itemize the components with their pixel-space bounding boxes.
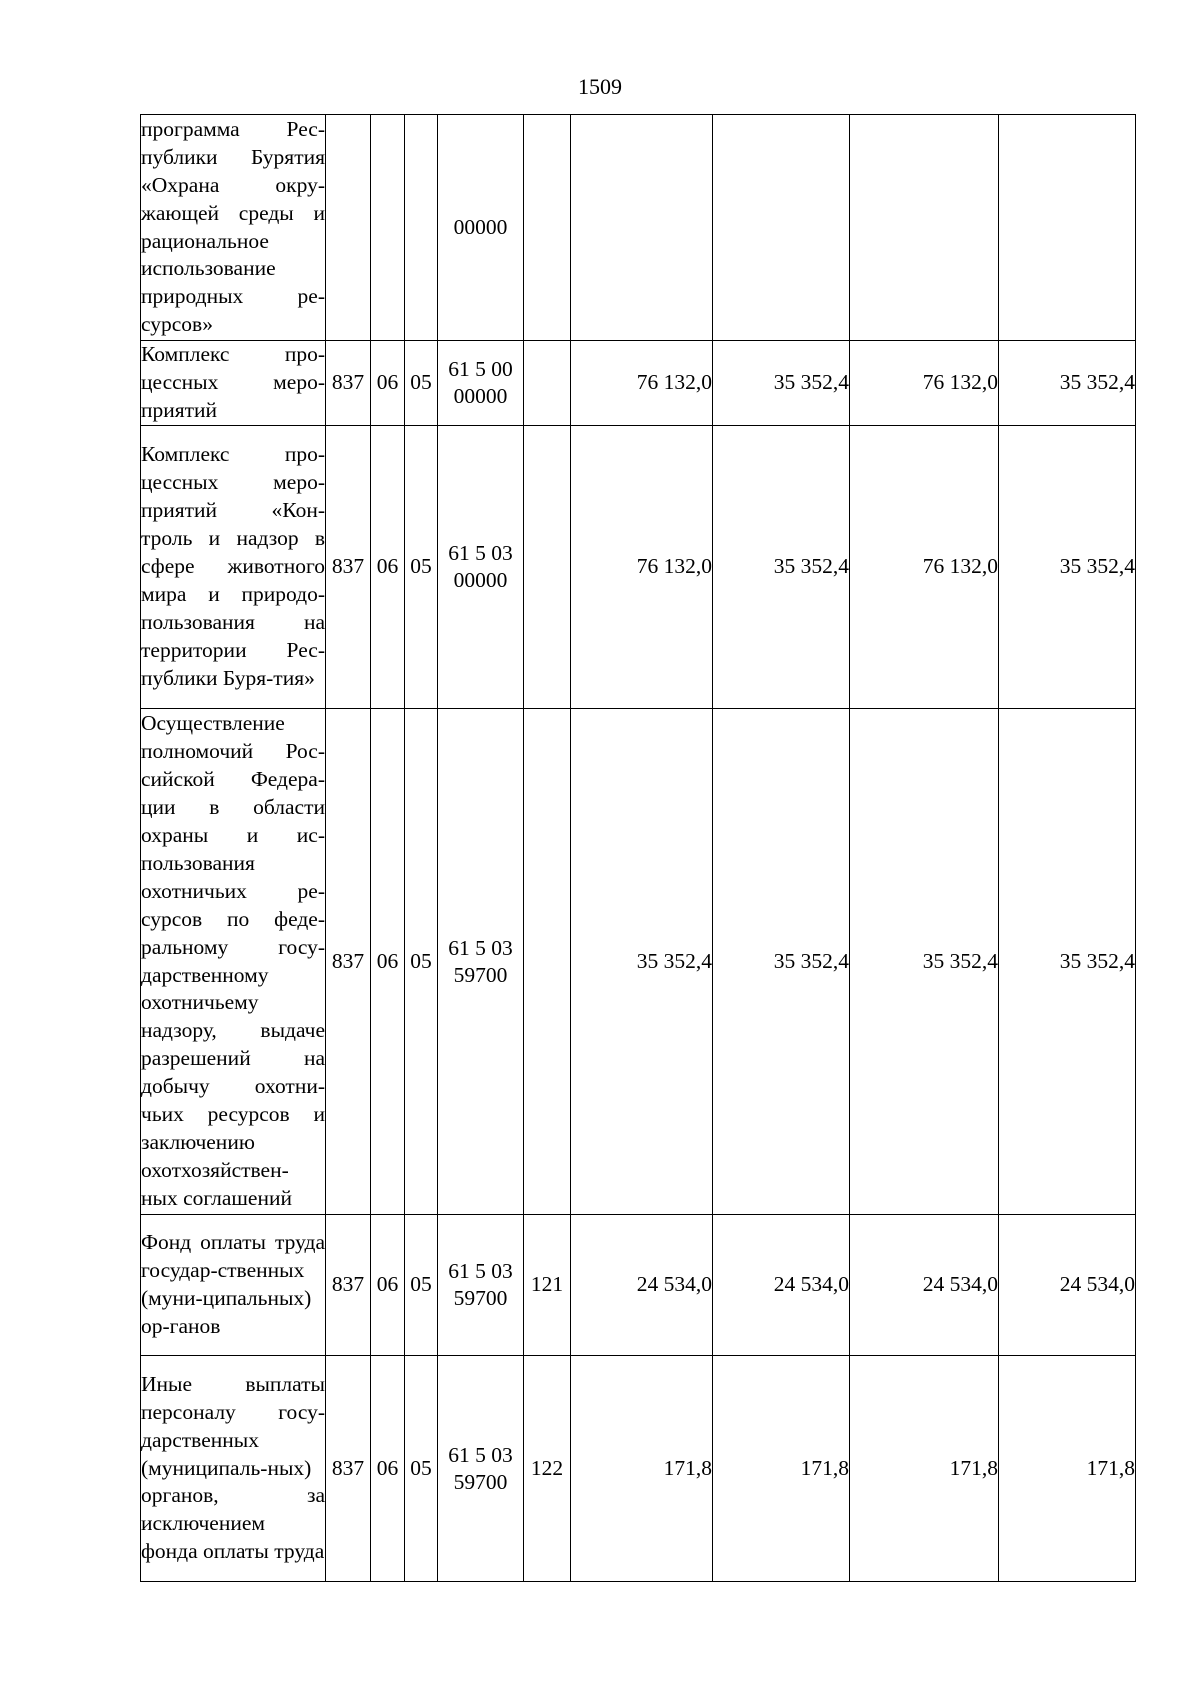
amount-3-cell: 171,8 xyxy=(850,1356,999,1582)
amount-1-cell: 35 352,4 xyxy=(571,709,713,1215)
target-article-cell: 61 5 03 59700 xyxy=(438,709,524,1215)
amount-2-cell: 171,8 xyxy=(713,1356,850,1582)
table-row xyxy=(141,426,1136,709)
gr-cell: 837 xyxy=(326,709,371,1215)
amount-1-cell: 76 132,0 xyxy=(571,341,713,426)
row-name-cell xyxy=(141,709,326,1215)
expense-type-cell xyxy=(524,341,571,426)
table-row xyxy=(141,1356,1136,1582)
row-name-cell xyxy=(141,426,326,709)
row-name: программа Рес-публики Бурятия «Охрана окру-жающей среды и рациональное использование природных ре-сурсов» xyxy=(141,116,325,337)
amount-4-cell: 171,8 xyxy=(999,1356,1136,1582)
pr-cell: 05 xyxy=(405,709,438,1215)
table-row xyxy=(141,709,1136,1215)
budget-table xyxy=(140,114,1136,1582)
gr-cell: 837 xyxy=(326,341,371,426)
target-article-cell: 61 5 03 00000 xyxy=(438,426,524,709)
amount-2-cell xyxy=(713,115,850,341)
pr-cell: 05 xyxy=(405,1215,438,1356)
rz-cell: 06 xyxy=(371,426,405,709)
row-name-cell xyxy=(141,115,326,341)
gr-cell: 837 xyxy=(326,1215,371,1356)
amount-3-cell: 76 132,0 xyxy=(850,341,999,426)
gr-cell xyxy=(326,115,371,341)
amount-4-cell: 35 352,4 xyxy=(999,426,1136,709)
gr-cell: 837 xyxy=(326,426,371,709)
rz-cell: 06 xyxy=(371,341,405,426)
row-name-cell xyxy=(141,341,326,426)
target-article-cell: 00000 xyxy=(438,115,524,341)
expense-type-cell xyxy=(524,709,571,1215)
row-name: Комплекс про-цессных меро-приятий «Кон-троль и надзор в сфере животного мира и природо-пользования на территории Рес-публики Буря-тия» xyxy=(141,442,325,690)
pr-cell: 05 xyxy=(405,426,438,709)
gr-cell: 837 xyxy=(326,1356,371,1582)
amount-3-cell xyxy=(850,115,999,341)
expense-type-cell xyxy=(524,426,571,709)
amount-3-cell: 76 132,0 xyxy=(850,426,999,709)
row-name: Осуществление полномочий Рос-сийской Федера-ции в области охраны и ис-пользования охотничьих ре-сурсов по феде-ральному госу-дарственному охотничьему надзору, выдаче разрешений на добычу охотни-чьих ресурсов и заключению охотхозяйствен-ных соглашений xyxy=(141,711,325,1210)
pr-cell: 05 xyxy=(405,1356,438,1582)
expense-type-cell xyxy=(524,115,571,341)
table-row xyxy=(141,341,1136,426)
amount-2-cell: 35 352,4 xyxy=(713,426,850,709)
rz-cell xyxy=(371,115,405,341)
amount-2-cell: 35 352,4 xyxy=(713,341,850,426)
amount-1-cell: 76 132,0 xyxy=(571,426,713,709)
target-article-cell: 61 5 03 59700 xyxy=(438,1356,524,1582)
table-row xyxy=(141,1215,1136,1356)
rz-cell: 06 xyxy=(371,709,405,1215)
amount-4-cell xyxy=(999,115,1136,341)
row-name-cell xyxy=(141,1356,326,1582)
target-article-cell: 61 5 00 00000 xyxy=(438,341,524,426)
rz-cell: 06 xyxy=(371,1356,405,1582)
table-row xyxy=(141,115,1136,341)
target-article-cell: 61 5 03 59700 xyxy=(438,1215,524,1356)
expense-type-cell: 122 xyxy=(524,1356,571,1582)
amount-2-cell: 24 534,0 xyxy=(713,1215,850,1356)
amount-3-cell: 35 352,4 xyxy=(850,709,999,1215)
amount-2-cell: 35 352,4 xyxy=(713,709,850,1215)
rz-cell: 06 xyxy=(371,1215,405,1356)
amount-1-cell: 24 534,0 xyxy=(571,1215,713,1356)
page-number: 1509 xyxy=(578,74,622,99)
row-name: Фонд оплаты труда государ-ственных (муни-ципальных) ор-ганов xyxy=(141,1230,325,1338)
amount-3-cell: 24 534,0 xyxy=(850,1215,999,1356)
pr-cell xyxy=(405,115,438,341)
amount-1-cell xyxy=(571,115,713,341)
amount-4-cell: 35 352,4 xyxy=(999,709,1136,1215)
amount-1-cell: 171,8 xyxy=(571,1356,713,1582)
pr-cell: 05 xyxy=(405,341,438,426)
expense-type-cell: 121 xyxy=(524,1215,571,1356)
amount-4-cell: 35 352,4 xyxy=(999,341,1136,426)
amount-4-cell: 24 534,0 xyxy=(999,1215,1136,1356)
row-name: Иные выплаты персоналу госу-дарственных (муниципаль-ных) органов, за исключением фонда оплаты труда xyxy=(141,1371,325,1564)
row-name: Комплекс про-цессных меро-приятий xyxy=(141,342,325,422)
row-name-cell xyxy=(141,1215,326,1356)
